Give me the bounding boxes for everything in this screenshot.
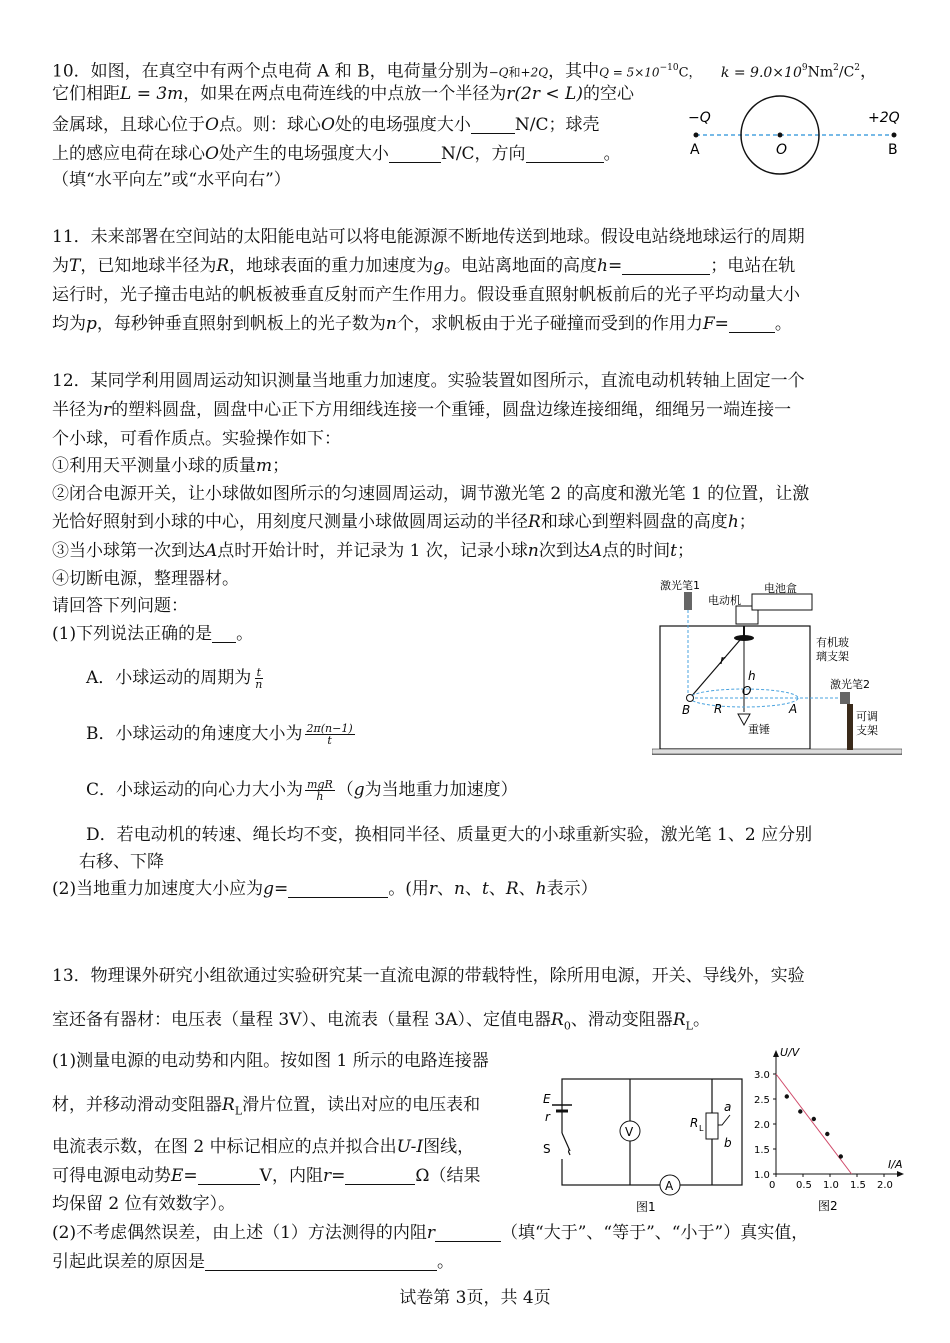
label-r: r: [720, 653, 725, 667]
q13-part2: (2)不考虑偶然误差，由上述（1）方法测得的内阻r （填“大于”、“等于”、“小于”）真实值，: [52, 1223, 809, 1243]
y-tick-label: 2.0: [754, 1120, 770, 1131]
label-b-end: b: [724, 1136, 732, 1150]
q12-ask: 请回答下列问题：: [52, 596, 188, 616]
y-tick-label: 3.0: [754, 1070, 770, 1081]
label-frame2: 璃支架: [816, 650, 849, 663]
q13-line4: 材，并移动滑动变阻器$R_L$滑片位置，读出对应的电压表和: [52, 1095, 481, 1118]
data-point: [785, 1094, 789, 1098]
q13-line7: 均保留 2 位有效数字）。: [52, 1194, 236, 1214]
q10-line4: 上的感应电荷在球心O处产生的电场强度大小 N/C，方向 。: [52, 144, 621, 164]
q13-blank-r[interactable]: [345, 1166, 415, 1185]
charge-b-dot: [892, 133, 897, 138]
q11-line1: 11．未来部署在空间站的太阳能电站可以将电能源源不断地传送到地球。假设电站绕地球运行的周期: [52, 227, 805, 247]
q11-line2: 为T，已知地球半径为R，地球表面的重力加速度为g。电站离地面的高度h= ；电站在轨: [52, 256, 796, 276]
data-point: [812, 1117, 816, 1121]
adjustable-stand: [847, 704, 853, 750]
sphere-center-dot: [778, 133, 783, 138]
q12-part2: (2)当地重力加速度大小应为g= 。(用r、n、t、R、h表示）: [52, 879, 598, 899]
q10-line1: 10．如图，在真空中有两个点电荷 A 和 B，电荷量分别为−Q和+2Q，其中$Q = 5\times 10^{-10}C$， $k = 9.0\times 10^9Nm^2/C^2$，: [52, 61, 878, 82]
q12-step2-cont: 光恰好照射到小球的中心，用刻度尺测量小球做圆周运动的半径R和球心到塑料圆盘的高度h；: [52, 512, 756, 532]
label-battery: 电池盒: [764, 582, 797, 595]
small-ball: [687, 695, 694, 702]
label-rl: R: [690, 1116, 699, 1130]
q10-blank1[interactable]: [471, 115, 515, 134]
rheostat: [706, 1113, 718, 1139]
laser-pen-2: [840, 692, 850, 704]
center-o-label: O: [776, 142, 788, 158]
x-tick-label: 1.5: [850, 1180, 866, 1191]
q13-blank-reason[interactable]: [205, 1252, 437, 1271]
q13-blank-compare[interactable]: [435, 1223, 501, 1242]
q10-blank2[interactable]: [389, 144, 441, 163]
q11-blank1[interactable]: [622, 256, 710, 275]
label-motor: 电动机: [708, 594, 741, 607]
q12-option-d-cont: 右移、下降: [79, 852, 164, 872]
q10-figure: [680, 92, 910, 202]
charge-b-value: +2Q: [868, 110, 900, 126]
q13-line2: 室还备有器材：电压表（量程 3V）、电流表（量程 3A）、定值电器$R_0$、滑动变阻器$R_L$。: [52, 1010, 710, 1033]
q10-line3: 金属球，且球心位于O点。则：球心O处的电场强度大小 N/C；球壳: [52, 115, 600, 135]
label-laser2: 激光笔2: [830, 678, 870, 691]
q10-line5: （填“水平向左”或“水平向右”）: [52, 170, 291, 190]
label-frame1: 有机玻: [816, 636, 849, 649]
charge-b-label: B: [888, 142, 898, 158]
q11-line3: 运行时，光子撞击电站的帆板被垂直反射而产生作用力。假设垂直照射帆板前后的光子平均动量大小: [52, 285, 800, 305]
q13-ui-chart: [752, 1048, 912, 1218]
q12-step3: ③当小球第一次到达A点时开始计时，并记录为 1 次，记录小球n次到达A点的时间t；: [52, 541, 694, 561]
label-weight: 重锤: [748, 723, 770, 736]
voltmeter-label: V: [625, 1125, 634, 1139]
battery-box: [752, 594, 812, 610]
page-footer: 试卷第 3页，共 4页: [399, 1288, 551, 1308]
q10-blank3[interactable]: [526, 144, 604, 163]
q12-step4: ④切断电源，整理器材。: [52, 569, 239, 589]
q12-step1: ①利用天平测量小球的质量m；: [52, 456, 290, 476]
figure2-caption: 图2: [818, 1199, 838, 1213]
y-tick-label: 2.5: [754, 1095, 770, 1106]
label-laser1: 激光笔1: [660, 580, 700, 592]
q12-step2: ②闭合电源开关，让小球做如图所示的匀速圆周运动，调节激光笔 2 的高度和激光笔 1 的位置，让激: [52, 484, 810, 504]
fit-line: [776, 1074, 852, 1174]
q11-blank2[interactable]: [729, 314, 775, 333]
label-h: h: [748, 669, 756, 683]
q13-part2-cont: 引起此误差的原因是 。: [52, 1252, 454, 1272]
q12-option-b[interactable]: B．小球运动的角速度大小为 $\frac{2\pi(n-1)}{t}$: [86, 722, 353, 747]
q13-blank-e[interactable]: [198, 1166, 260, 1185]
ammeter-label: A: [665, 1179, 674, 1193]
q12-line2: 半径为r的塑料圆盘，圆盘中心正下方用细线连接一个重锤，圆盘边缘连接细绳，细绳另一端连接一: [52, 400, 792, 420]
q12-option-a[interactable]: A．小球运动的周期为 $\frac{t}{n}$: [86, 666, 263, 691]
figure1-caption: 图1: [636, 1200, 656, 1214]
data-point: [798, 1109, 802, 1113]
glass-frame: [660, 626, 810, 749]
x-axis-label: I/A: [888, 1158, 903, 1171]
q12-blank2[interactable]: [288, 879, 388, 898]
q12-apparatus-figure: [652, 580, 902, 760]
q12-part1: (1)下列说法正确的是 。: [52, 624, 254, 644]
x-tick-label: 0: [769, 1180, 776, 1191]
q11-line4: 均为p，每秒钟垂直照射到帆板上的光子数为n个，求帆板由于光子碰撞而受到的作用力F= 。: [52, 314, 792, 334]
label-rl-sub: L: [699, 1124, 704, 1133]
q12-option-c[interactable]: C．小球运动的向心力大小为 $\frac{\text{mgR}}{h}$ （g为当地重力加速度）: [86, 778, 518, 803]
q13-line3: (1)测量电源的电动势和内阻。按如图 1 所示的电路连接器: [52, 1051, 489, 1071]
label-a-end: a: [724, 1100, 732, 1114]
q13-circuit-figure: [540, 1075, 750, 1215]
label-adjust2: 支架: [856, 724, 878, 737]
base-plate: [652, 749, 902, 754]
label-switch: S: [543, 1142, 551, 1156]
q13-line6: 可得电源电动势E= V，内阻r= Ω（结果: [52, 1166, 481, 1186]
q12-option-d[interactable]: D．若电动机的转速、绳长均不变，换相同半径、质量更大的小球重新实验，激光笔 1、2 应分别: [86, 825, 813, 845]
y-tick-label: 1.5: [754, 1145, 770, 1156]
switch-gap: [556, 1133, 568, 1159]
x-tick-label: 0.5: [796, 1180, 812, 1191]
label-o: O: [742, 684, 752, 698]
y-axis-label: U/V: [780, 1048, 800, 1059]
label-a: A: [789, 702, 798, 716]
label-b: B: [682, 703, 691, 717]
label-e: E: [543, 1092, 551, 1106]
data-point: [825, 1132, 829, 1136]
label-adjust1: 可调: [856, 710, 878, 723]
label-rr: R: [714, 702, 723, 716]
y-axis-arrow: [773, 1050, 779, 1057]
rheostat-slider: [718, 1115, 730, 1125]
y-tick-label: 1.0: [754, 1170, 770, 1181]
charge-a-value: −Q: [688, 110, 711, 126]
q12-line1: 12．某同学利用圆周运动知识测量当地重力加速度。实验装置如图所示，直流电动机转轴上固定一个: [52, 371, 805, 391]
q10-line2: 它们相距L = 3m，如果在两点电荷连线的中点放一个半径为r(2r < L)的空心: [52, 84, 634, 104]
x-tick-label: 2.0: [877, 1180, 893, 1191]
x-axis-arrow: [897, 1171, 904, 1177]
q12-line3: 个小球，可看作质点。实验操作如下：: [52, 429, 341, 449]
x-tick-label: 1.0: [823, 1180, 839, 1191]
q13-line5: 电流表示数，在图 2 中标记相应的点并拟合出U-I图线，: [52, 1137, 475, 1157]
charge-a-label: A: [690, 142, 700, 158]
q12-blank1[interactable]: [212, 624, 236, 643]
charge-a-dot: [694, 133, 699, 138]
laser-pen-1: [684, 592, 692, 610]
data-point: [839, 1154, 843, 1158]
q13-line1: 13．物理课外研究小组欲通过实验研究某一直流电源的带载特性，除所用电源，开关、导线外，实验: [52, 966, 805, 986]
label-internal-r: r: [545, 1110, 550, 1124]
